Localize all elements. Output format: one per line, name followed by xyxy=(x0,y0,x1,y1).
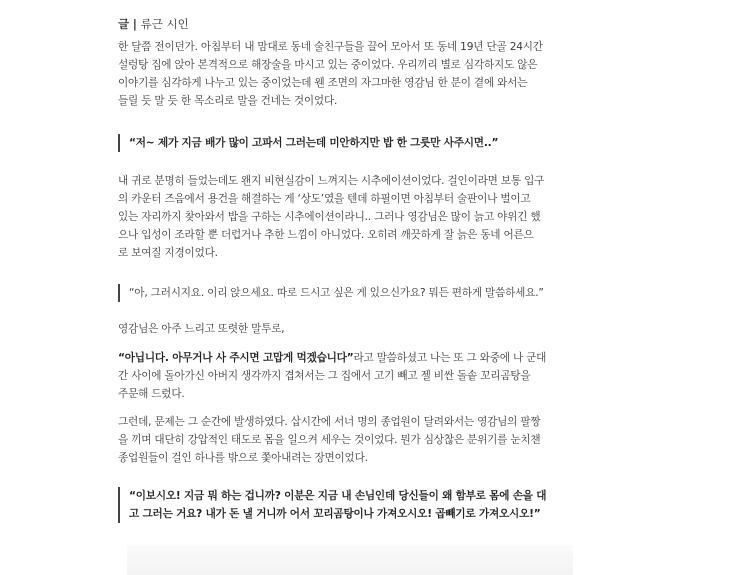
paragraph-line: 을 끼며 대단히 강압적인 태도로 몸을 일으켜 세우는 것이었다. 뭔가 심상찮은 분위기를 눈치챈 xyxy=(118,434,541,446)
blockquote-3 xyxy=(118,487,595,523)
blockquote-1 xyxy=(118,134,595,152)
paragraph-line: 있는 자리까지 찾아와서 밥을 구하는 시추에이션이라니.. 그러나 영감님은 많이 늙고 야위긴 했 xyxy=(118,211,541,223)
paragraph-line: 들릴 듯 말 듯 한 목소리로 말을 건네는 것이었다. xyxy=(118,95,338,107)
byline-separator: | xyxy=(132,17,137,31)
paragraph-line: 내 귀로 분명히 들었는데도 왠지 비현실감이 느껴지는 시추에이션이었다. 걸인이라면 보통 입구 xyxy=(118,175,545,187)
paragraph-3 xyxy=(118,320,584,338)
blockquote-2 xyxy=(118,284,595,302)
paragraph-line: 이야기를 심각하게 나누고 있는 중이었는데 웬 조면의 자그마한 영감님 한 분이 곁에 와서는 xyxy=(118,77,528,89)
quote-line: “아, 그러시지요. 이리 앉으세요. 따로 드시고 싶은 게 있으신가요? 뭐든 편하게 말씀하세요.” xyxy=(129,287,544,299)
article-image xyxy=(127,545,573,575)
paragraph-4 xyxy=(118,349,584,403)
quote-line: “저~ 제가 지금 배가 많이 고파서 그러는데 미안하지만 밥 한 그릇만 사주시면..” xyxy=(129,137,499,149)
quote-line: “이보시오! 지금 뭐 하는 겁니까? 이분은 지금 내 손님인데 당신들이 왜 함부로 몸에 손을 대 xyxy=(129,490,547,502)
paragraph-line xyxy=(118,349,584,367)
byline-author: 류근 시인 xyxy=(140,17,189,31)
paragraph-line: 으나 입성이 조라할 뿐 더럽거나 추한 느낌이 아니었다. 오히려 깨끗하게 잘 늙은 동네 어른으 xyxy=(118,229,534,241)
byline-label: 글 xyxy=(118,17,130,31)
paragraph-line: 간 사이에 돌아가신 아버지 생각까지 겹쳐서는 그 집에서 고기 빼고 젤 비싼 돌솥 꼬리곰탕을 xyxy=(118,370,531,382)
speech-continuation: 라고 말씀하셨고 나는 또 그 와중에 나 군대 xyxy=(353,352,547,364)
paragraph-2 xyxy=(118,172,584,262)
paragraph-line: 그런데, 문제는 그 순간에 발생하였다. 삽시간에 서너 명의 종업원이 달려와서는 영감님의 팔짱 xyxy=(118,416,541,428)
paragraph-line: 종업원들이 걸인 하나를 밖으로 쫓아내려는 장면이었다. xyxy=(118,452,368,464)
paragraph-line: 로 보여질 지경이었다. xyxy=(118,247,218,259)
byline xyxy=(118,16,189,32)
paragraph-line: 영감님은 아주 느리고 또렷한 말투로, xyxy=(118,323,285,335)
quote-line: 고 그러는 거요? 내가 돈 낼 거니까 어서 꼬리곰탕이나 가져오시오! 곱빼기로 가져오시오!” xyxy=(129,508,541,520)
paragraph-line: 설렁탕 집에 앉아 본격적으로 해장술을 마시고 있는 중이었다. 우리끼리 별로 심각하지도 않은 xyxy=(118,59,538,71)
paragraph-5 xyxy=(118,413,584,467)
paragraph-line: 주문해 드렸다. xyxy=(118,388,185,400)
paragraph-line: 의 카운터 즈음에서 용건을 해결하는 게 ‘상도’였을 텐데 하필이면 아침부터 술판이나 벌이고 xyxy=(118,193,531,205)
paragraph-line: 한 달쯤 전이던가. 아침부터 내 맘대로 동네 술친구들을 끌어 모아서 또 동네 19년 단골 24시간 xyxy=(118,41,543,53)
paragraph-1 xyxy=(118,38,584,110)
quoted-speech: “아닙니다. 아무거나 사 주시면 고맙게 먹겠습니다” xyxy=(118,352,354,364)
